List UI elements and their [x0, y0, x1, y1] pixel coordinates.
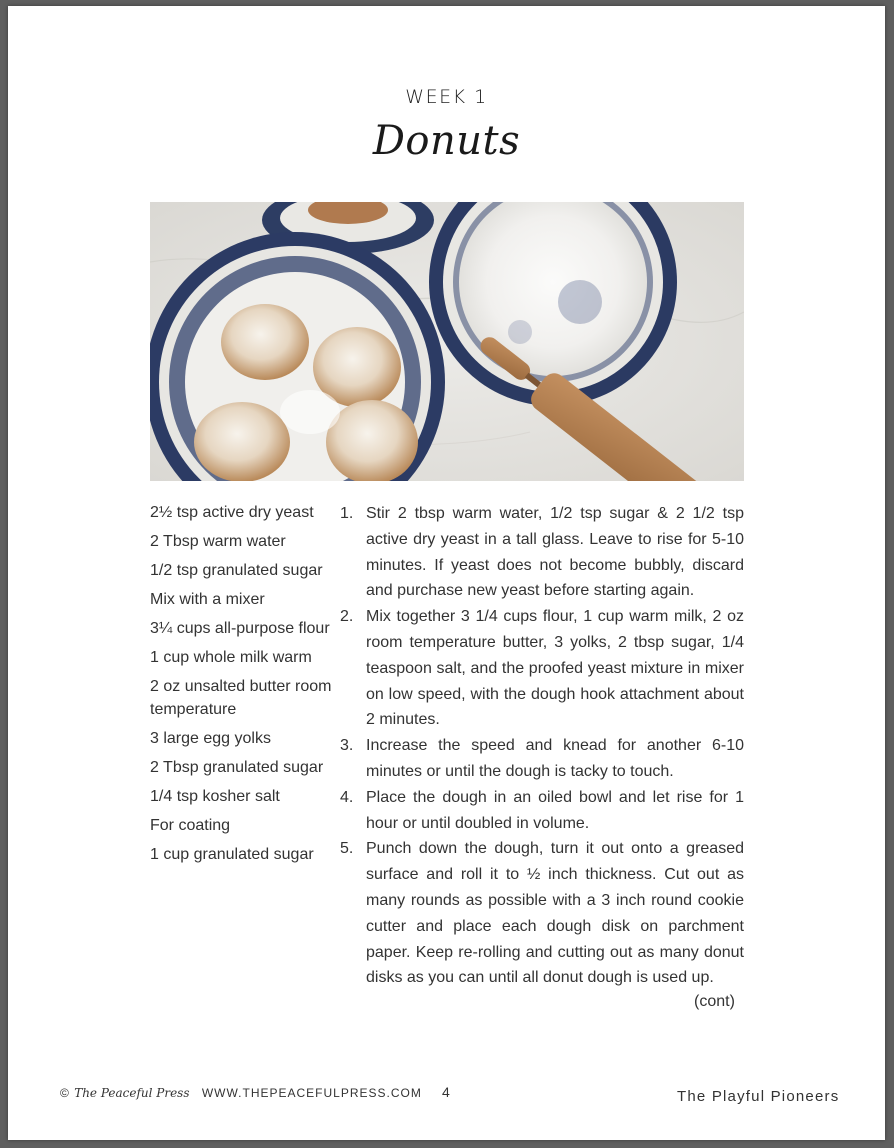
- ingredient-item: 1 cup whole milk warm: [150, 649, 312, 666]
- step-number: 3.: [340, 737, 354, 755]
- step-number: 5.: [340, 840, 354, 858]
- ingredient-item: 3 large egg yolks: [150, 730, 271, 747]
- ingredient-item: 2 Tbsp warm water: [150, 533, 286, 550]
- week-label: WEEK 1: [405, 86, 488, 108]
- instructions-list: [338, 501, 744, 991]
- ingredient-item: 2 Tbsp granulated sugar: [150, 759, 324, 776]
- brand-name: The Peaceful Press: [74, 1086, 190, 1100]
- ingredient-item: 1/4 tsp kosher salt: [150, 788, 280, 805]
- footer-left: [60, 1086, 422, 1100]
- document-page: [8, 6, 885, 1140]
- ingredient-item: 1 cup granulated sugar: [150, 846, 314, 863]
- website-link[interactable]: WWW.THEPEACEFULPRESS.COM: [201, 1086, 422, 1100]
- book-title: The Playful Pioneers: [677, 1088, 840, 1105]
- continued-label: (cont): [694, 993, 735, 1010]
- step-text: Increase the speed and knead for another 6-10 minutes or until the dough is tacky to touch.: [366, 737, 744, 780]
- ingredient-item: 3¼ cups all-purpose flour: [150, 620, 330, 637]
- instruction-step: [338, 785, 744, 837]
- recipe-title: Donuts: [372, 118, 521, 164]
- step-number: 1.: [340, 505, 354, 522]
- instruction-step: [338, 733, 744, 785]
- ingredients-list: [150, 501, 335, 872]
- instruction-step: [338, 604, 744, 733]
- step-text: Punch down the dough, turn it out onto a greased surface and roll it to ½ inch thickness. Cut out as many rounds as possible with a 3 inch round cookie cutter and place each dough disk on parchment paper. Keep re-rolling and cutting out as many donut disks as you can until all donut dough is used up.: [366, 840, 744, 987]
- ingredient-item: 2½ tsp active dry yeast: [150, 504, 314, 521]
- copyright-symbol: ©: [60, 1086, 70, 1100]
- step-text: Mix together 3 1/4 cups flour, 1 cup warm milk, 2 oz room temperature butter, 3 yolks, 2 tbsp sugar, 1/4 teaspoon salt, and the proofed yeast mixture in mixer on low speed, with the dough hook attachment about 2 minutes.: [366, 608, 744, 729]
- ingredient-item: 2 oz unsalted butter room temperature: [150, 678, 332, 718]
- page-number: 4: [442, 1084, 450, 1100]
- ingredient-item: For coating: [150, 817, 231, 834]
- step-number: 2.: [340, 608, 354, 626]
- step-text: Place the dough in an oiled bowl and let rise for 1 hour or until doubled in volume.: [366, 788, 744, 832]
- donuts-photo: [150, 202, 744, 481]
- ingredient-item: 1/2 tsp granulated sugar: [150, 562, 323, 579]
- instruction-step: [338, 501, 744, 604]
- ingredient-item: Mix with a mixer: [150, 591, 265, 608]
- instruction-step: [338, 836, 744, 991]
- step-text: Stir 2 tbsp warm water, 1/2 tsp sugar & 2 1/2 tsp active dry yeast in a tall glass. Leave to rise for 5-10 minutes. If yeast does not become bubbly, discard and purchase new yeast before starting again.: [366, 505, 744, 600]
- step-number: 4.: [340, 788, 354, 806]
